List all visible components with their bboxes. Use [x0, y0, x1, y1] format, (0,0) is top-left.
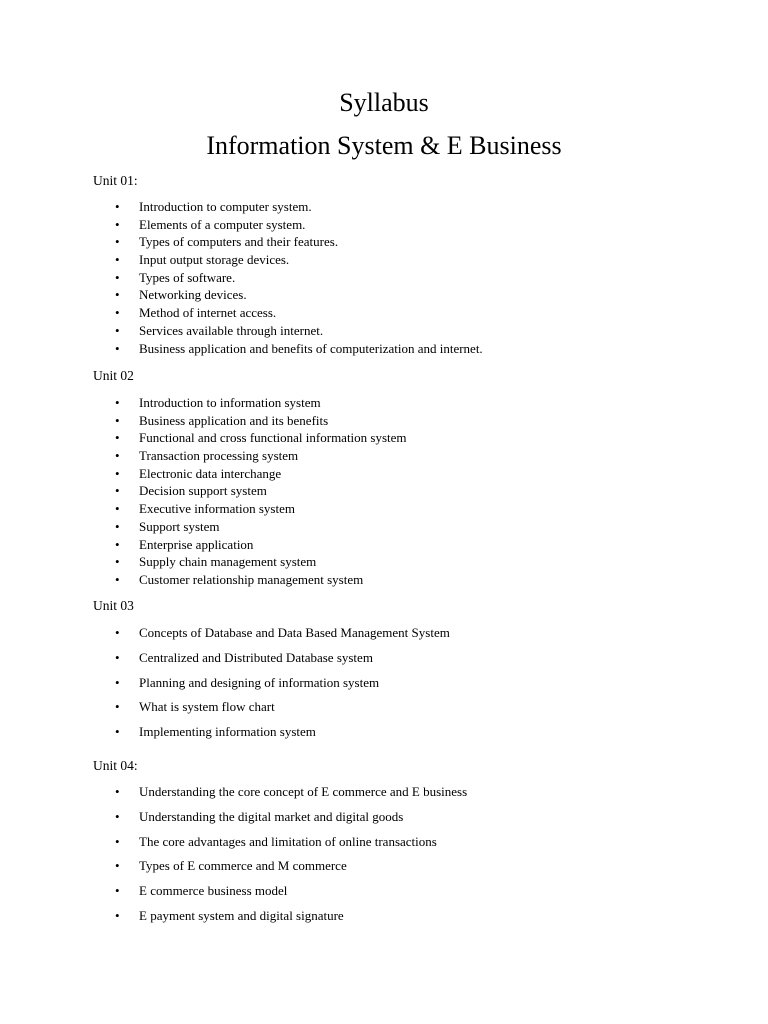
list-item: • Enterprise application — [0, 536, 407, 554]
list-item: • Types of computers and their features. — [0, 233, 483, 251]
list-item: • Transaction processing system — [0, 447, 407, 465]
list-item: • Networking devices. — [0, 286, 483, 304]
unit-03-list — [0, 621, 450, 745]
list-item: • Customer relationship management system — [0, 571, 407, 589]
list-item: • Support system — [0, 518, 407, 536]
page-subtitle: Information System & E Business — [206, 131, 562, 160]
list-item: • Functional and cross functional information system — [0, 429, 407, 447]
list-item: • Understanding the core concept of E commerce and E business — [0, 780, 467, 805]
list-item: • Introduction to information system — [0, 394, 407, 412]
list-item: • Implementing information system — [0, 720, 450, 745]
list-item: • E commerce business model — [0, 879, 467, 904]
unit-04-list — [0, 780, 467, 929]
page-title: Syllabus — [339, 88, 429, 117]
unit-01-list — [0, 198, 483, 357]
list-item: • Types of software. — [0, 269, 483, 287]
list-item: • Introduction to computer system. — [0, 198, 483, 216]
list-item: • Planning and designing of information system — [0, 671, 450, 696]
list-item: • Types of E commerce and M commerce — [0, 854, 467, 879]
list-item: • What is system flow chart — [0, 695, 450, 720]
list-item: • Executive information system — [0, 500, 407, 518]
list-item: • Business application and its benefits — [0, 412, 407, 430]
unit-03-label: Unit 03 — [93, 598, 134, 613]
unit-02-list — [0, 394, 407, 589]
list-item: • E payment system and digital signature — [0, 904, 467, 929]
list-item: • Supply chain management system — [0, 553, 407, 571]
list-item: • Electronic data interchange — [0, 465, 407, 483]
list-item: • The core advantages and limitation of online transactions — [0, 830, 467, 855]
list-item: • Input output storage devices. — [0, 251, 483, 269]
list-item: • Business application and benefits of computerization and internet. — [0, 340, 483, 358]
list-item: • Centralized and Distributed Database system — [0, 646, 450, 671]
list-item: • Understanding the digital market and digital goods — [0, 805, 467, 830]
unit-02-label: Unit 02 — [93, 368, 134, 383]
unit-04-label: Unit 04: — [93, 758, 138, 773]
list-item: • Services available through internet. — [0, 322, 483, 340]
unit-01-label: Unit 01: — [93, 173, 138, 188]
list-item: • Concepts of Database and Data Based Management System — [0, 621, 450, 646]
list-item: • Method of internet access. — [0, 304, 483, 322]
list-item: • Elements of a computer system. — [0, 216, 483, 234]
list-item: • Decision support system — [0, 482, 407, 500]
